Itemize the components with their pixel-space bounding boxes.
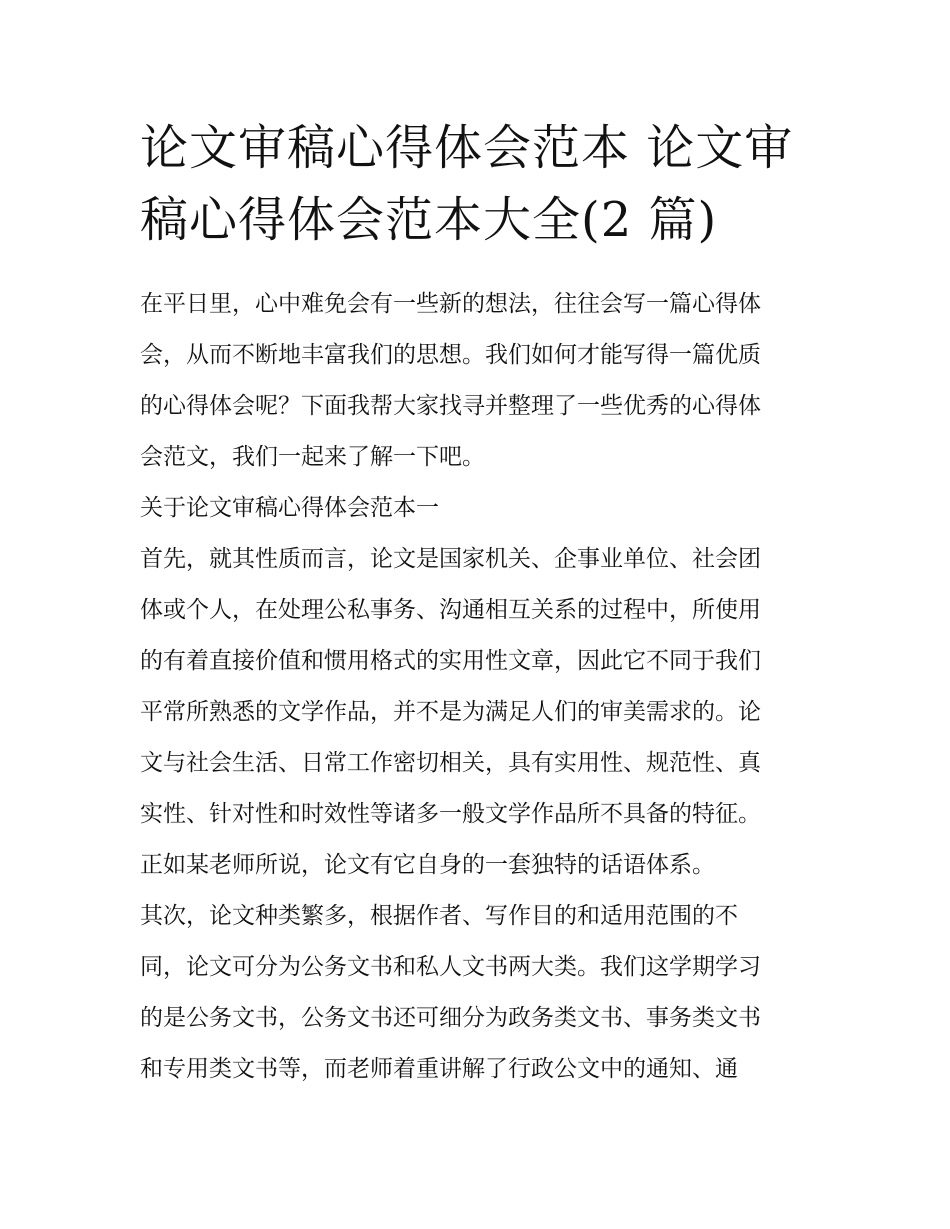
paragraph-line: 正如某老师所说，论文有它自身的一套独特的话语体系。 <box>140 852 715 878</box>
paragraph-line: 实性、针对性和时效性等诸多一般文学作品所不具备的特征。 <box>140 801 761 827</box>
section-heading: 关于论文审稿心得体会范本一 <box>140 495 439 521</box>
paragraph-line: 和专用类文书等，而老师着重讲解了行政公文中的通知、通 <box>140 1056 738 1082</box>
intro-line: 在平日里，心中难免会有一些新的想法，往往会写一篇心得体 <box>140 291 761 317</box>
paragraph-line: 的有着直接价值和惯用格式的实用性文章，因此它不同于我们 <box>140 648 761 674</box>
paragraph-line: 文与社会生活、日常工作密切相关，具有实用性、规范性、真 <box>140 750 761 776</box>
title-line: 论文审稿心得体会范本 论文审 <box>140 120 794 176</box>
document-body <box>140 279 820 1095</box>
intro-line: 会，从而不断地丰富我们的思想。我们如何才能写得一篇优质 <box>140 342 761 368</box>
paragraph-line: 其次，论文种类繁多，根据作者、写作目的和适用范围的不 <box>140 903 738 929</box>
intro-line: 的心得体会呢？下面我帮大家找寻并整理了一些优秀的心得体 <box>140 393 761 419</box>
paragraph-line: 平常所熟悉的文学作品，并不是为满足人们的审美需求的。论 <box>140 699 761 725</box>
paragraph-line: 体或个人，在处理公私事务、沟通相互关系的过程中，所使用 <box>140 597 761 623</box>
paragraph-line: 的是公务文书，公务文书还可细分为政务类文书、事务类文书 <box>140 1005 761 1031</box>
paragraph-line: 同，论文可分为公务文书和私人文书两大类。我们这学期学习 <box>140 954 761 980</box>
title-line: 稿心得体会范本大全(2 篇) <box>140 192 718 248</box>
document-title <box>140 112 820 256</box>
intro-line: 会范文，我们一起来了解一下吧。 <box>140 444 485 470</box>
paragraph-line: 首先，就其性质而言，论文是国家机关、企事业单位、社会团 <box>140 546 761 572</box>
